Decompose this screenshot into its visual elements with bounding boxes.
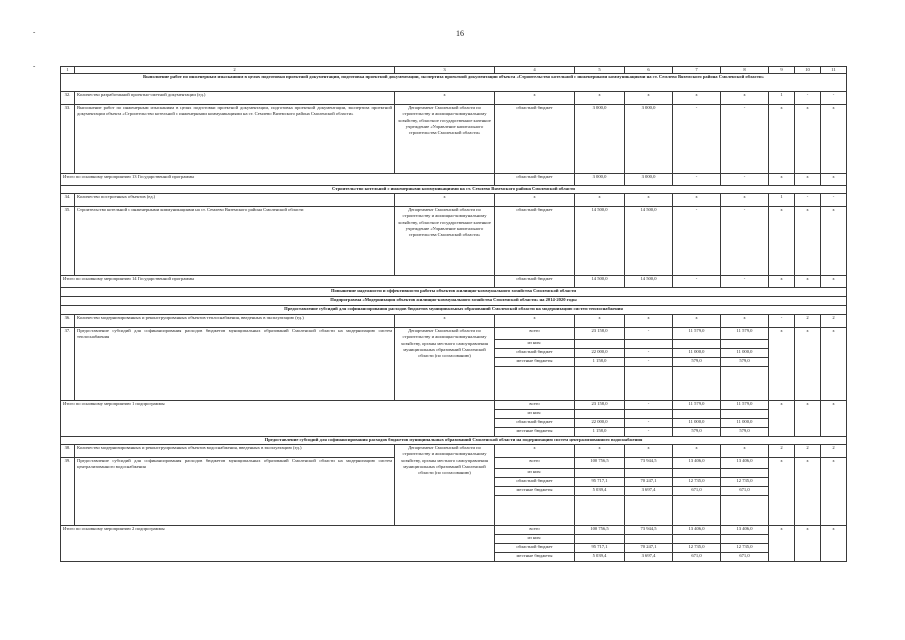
column-number: 10	[795, 67, 821, 74]
funding-source: всего	[495, 401, 575, 410]
row-name: Предоставление субсидий для софинансирования расходов бюджетов муниципальных образований Смоленской области на модернизацию систем теплоснабжения	[75, 328, 395, 401]
cell: x	[769, 174, 795, 186]
cell: 100 756,5	[575, 458, 625, 469]
cell: 2	[769, 445, 795, 458]
cell: 3 697,4	[625, 487, 673, 496]
cell: x	[769, 276, 795, 288]
section-header-row	[61, 74, 847, 92]
column-number: 11	[821, 67, 847, 74]
cell: -	[673, 207, 721, 276]
cell: 5 039,4	[575, 553, 625, 562]
cell: x	[769, 207, 795, 276]
row-number: 33.	[61, 105, 75, 174]
cell: 3 000,0	[625, 174, 673, 186]
cell: x	[495, 315, 575, 328]
cell: -	[821, 194, 847, 207]
cell: 5 039,4	[575, 487, 625, 496]
section-header: Строительство котельной с инженерными коммуникациями на ст. Семлево Вяземского района Смоленской области	[61, 186, 847, 194]
cell: x	[625, 92, 673, 105]
row-number: 38.	[61, 445, 75, 458]
cell	[673, 535, 721, 544]
cell: -	[625, 401, 673, 410]
row-number: 37.	[61, 328, 75, 401]
funding-source: местные бюджеты	[495, 553, 575, 562]
cell: x	[821, 276, 847, 288]
cell: 2	[795, 315, 821, 328]
cell: 3 697,4	[625, 553, 673, 562]
cell: x	[821, 207, 847, 276]
total-row	[61, 276, 847, 288]
column-number: 3	[395, 67, 495, 74]
cell: 11 000,0	[673, 419, 721, 428]
cell	[575, 410, 625, 419]
cell: 73 944,5	[625, 458, 673, 469]
cell: 23 158,0	[575, 328, 625, 340]
cell: x	[795, 174, 821, 186]
funding-source: всего	[495, 328, 575, 340]
cell: x	[821, 174, 847, 186]
cell: x	[821, 458, 847, 526]
cell: x	[769, 458, 795, 526]
cell: 579,0	[673, 358, 721, 367]
column-number: 9	[769, 67, 795, 74]
cell: -	[721, 276, 769, 288]
column-number: 7	[673, 67, 721, 74]
cell: 3 000,0	[575, 174, 625, 186]
cell: x	[495, 445, 575, 458]
column-number-row	[61, 67, 847, 74]
cell: 12 735,0	[673, 478, 721, 487]
cell: x	[769, 105, 795, 174]
cell: -	[625, 419, 673, 428]
cell: 13 406,0	[673, 526, 721, 535]
funding-source: областной бюджет	[495, 174, 575, 186]
cell: 73 944,5	[625, 526, 673, 535]
cell: x	[795, 401, 821, 437]
cell: x	[575, 92, 625, 105]
cell: x	[821, 401, 847, 437]
cell: -	[625, 349, 673, 358]
executor: Департамент Смоленской области по строительству и жилищно-коммунальному хозяйству, областное государственное казенное учреждение «Управление капитального строительства Смоленской области»	[395, 207, 495, 276]
cell: x	[821, 526, 847, 562]
cell	[673, 469, 721, 478]
cell: x	[395, 92, 495, 105]
cell: 2	[795, 445, 821, 458]
table-row	[61, 194, 847, 207]
cell: x	[769, 328, 795, 401]
row-number: 32.	[61, 92, 75, 105]
cell: 13 406,0	[673, 458, 721, 469]
cell: -	[721, 174, 769, 186]
total-row	[61, 401, 847, 410]
funding-source: всего	[495, 458, 575, 469]
total-label: Итого по основному мероприятию 1 подпрограммы	[61, 401, 495, 437]
column-number: 6	[625, 67, 673, 74]
cell: x	[575, 315, 625, 328]
cell: 2	[821, 445, 847, 458]
funding-source: из них:	[495, 410, 575, 419]
section-header: Предоставление субсидий для софинансирования расходов бюджетов муниципальных образований Смоленской области на модернизацию систем централизованного водоснабжения	[61, 437, 847, 445]
funding-source: областной бюджет	[495, 478, 575, 487]
cell: x	[795, 105, 821, 174]
funding-source: местные бюджеты	[495, 428, 575, 437]
section-header: Повышение надежности и эффективности работы объектов жилищно-коммунального хозяйства Смоленской области	[61, 288, 847, 297]
cell: 14 500,0	[575, 276, 625, 288]
cell	[625, 469, 673, 478]
cell: x	[795, 458, 821, 526]
cell: -	[795, 194, 821, 207]
cell: 1 158,0	[575, 428, 625, 437]
cell: x	[721, 315, 769, 328]
cell: 2	[821, 315, 847, 328]
section-header-row	[61, 437, 847, 445]
cell: x	[795, 207, 821, 276]
cell: -	[625, 358, 673, 367]
cell: -	[673, 276, 721, 288]
cell: 95 717,1	[575, 478, 625, 487]
funding-source: из них:	[495, 535, 575, 544]
row-name: Количество модернизированных и реконструированных объектов водоснабжения, введенных в эксплуатацию (ед.)	[75, 445, 395, 458]
total-row	[61, 174, 847, 186]
table-row	[61, 315, 847, 328]
cell: 671,0	[721, 553, 769, 562]
cell: x	[821, 105, 847, 174]
cell: x	[795, 276, 821, 288]
cell: 95 717,1	[575, 544, 625, 553]
section-header-row	[61, 306, 847, 315]
cell: 579,0	[673, 428, 721, 437]
row-number: 34.	[61, 194, 75, 207]
cell: x	[495, 92, 575, 105]
total-row	[61, 526, 847, 535]
cell: 3 000,0	[575, 105, 625, 174]
cell: x	[575, 445, 625, 458]
cell: 11 000,0	[721, 349, 769, 358]
page-number: 16	[456, 29, 464, 38]
cell: x	[625, 445, 673, 458]
cell	[625, 535, 673, 544]
cell: -	[673, 105, 721, 174]
row-name: Выполнение работ по инженерным изысканиям в целях подготовки проектной документации, подготовка проектной документации, экспертиза проектной документации объекта «Строительство котельной с инженерными коммуникациями на ст. Семлево Вяземского района Смоленской области»	[75, 105, 395, 174]
table-row	[61, 92, 847, 105]
cell: 11 579,0	[673, 401, 721, 410]
cell	[721, 469, 769, 478]
table-row	[61, 105, 847, 174]
total-label: Итого по основному мероприятию 14 Государственной программы	[61, 276, 495, 288]
row-name: Количество построенных объектов (ед.)	[75, 194, 395, 207]
funding-source: областной бюджет	[495, 276, 575, 288]
cell: x	[673, 315, 721, 328]
funding-source: местные бюджеты	[495, 487, 575, 496]
cell: 100 756,5	[575, 526, 625, 535]
cell	[575, 535, 625, 544]
section-header-row	[61, 288, 847, 297]
cell	[575, 340, 625, 349]
cell: x	[395, 315, 495, 328]
cell: 70 247,1	[625, 478, 673, 487]
cell: 671,0	[673, 553, 721, 562]
cell: 1	[769, 92, 795, 105]
cell: 11 000,0	[673, 349, 721, 358]
section-header-row	[61, 297, 847, 306]
cell	[721, 535, 769, 544]
funding-source: областной бюджет	[495, 105, 575, 174]
funding-source: областной бюджет	[495, 349, 575, 358]
row-number: 35.	[61, 207, 75, 276]
cell: 579,0	[721, 428, 769, 437]
cell: x	[625, 315, 673, 328]
cell: 11 000,0	[721, 419, 769, 428]
cell: -	[673, 174, 721, 186]
cell: x	[673, 92, 721, 105]
row-number: 36.	[61, 315, 75, 328]
row-name: Количество модернизированных и реконструированных объектов теплоснабжения, введенных в эксплуатацию (ед.)	[75, 315, 395, 328]
column-number: 2	[75, 67, 395, 74]
cell: -	[721, 207, 769, 276]
total-label: Итого по основному мероприятию 13 Государственной программы	[61, 174, 495, 186]
cell: -	[821, 92, 847, 105]
cell: x	[769, 401, 795, 437]
funding-source: областной бюджет	[495, 207, 575, 276]
cell: 14 500,0	[625, 276, 673, 288]
cell: 12 735,0	[673, 544, 721, 553]
margin-mark: -	[33, 62, 36, 70]
cell: 14 500,0	[575, 207, 625, 276]
cell: -	[721, 105, 769, 174]
cell: x	[495, 194, 575, 207]
row-name: Предоставление субсидий для софинансирования расходов бюджетов муниципальных образований Смоленской области на модернизацию систем централизованного водоснабжения	[75, 458, 395, 526]
funding-source: областной бюджет	[495, 544, 575, 553]
section-header: Выполнение работ по инженерным изысканиям в целях подготовки проектной документации, подготовка проектной документации, экспертиза проектной документации объекта «Строительство котельной с инженерными коммуникациями на ст. Семлево Вяземского района Смоленской области»	[61, 74, 847, 92]
row-name: Количество разработанной проектно-сметной документации (ед.)	[75, 92, 395, 105]
cell: 12 735,0	[721, 544, 769, 553]
funding-source: из них:	[495, 340, 575, 349]
cell: x	[395, 194, 495, 207]
column-number: 1	[61, 67, 75, 74]
cell: x	[673, 445, 721, 458]
cell	[625, 410, 673, 419]
cell: x	[769, 526, 795, 562]
executor: Департамент Смоленской области по строительству и жилищно-коммунальному хозяйству, областное государственное казенное учреждение «Управление капитального строительства Смоленской области»	[395, 105, 495, 174]
executor: Департамент Смоленской области по строительству и жилищно-коммунальному хозяйству, органы местного самоуправления муниципальных образований Смоленской области (по согласованию)	[395, 328, 495, 401]
table-row	[61, 445, 847, 458]
cell: x	[795, 526, 821, 562]
cell	[673, 340, 721, 349]
row-name: Строительство котельной с инженерными коммуникациями на ст. Семлево Вяземского района Смоленской области	[75, 207, 395, 276]
funding-source: местные бюджеты	[495, 358, 575, 367]
cell: 671,0	[673, 487, 721, 496]
cell: -	[769, 315, 795, 328]
cell: 11 579,0	[721, 401, 769, 410]
cell: -	[795, 92, 821, 105]
section-header-row	[61, 186, 847, 194]
cell: x	[575, 194, 625, 207]
cell: 671,0	[721, 487, 769, 496]
cell: 1	[769, 194, 795, 207]
cell: x	[625, 194, 673, 207]
cell	[575, 469, 625, 478]
cell: 14 500,0	[625, 207, 673, 276]
cell	[625, 340, 673, 349]
cell: x	[721, 194, 769, 207]
cell: x	[721, 92, 769, 105]
cell: 13 406,0	[721, 458, 769, 469]
total-label: Итого по основному мероприятию 2 подпрограммы	[61, 526, 495, 562]
table-row	[61, 207, 847, 276]
section-header: Подпрограмма «Модернизация объектов жилищно-коммунального хозяйства Смоленской области» на 2014-2020 годы	[61, 297, 847, 306]
row-number: 39.	[61, 458, 75, 526]
cell: 22 000,0	[575, 349, 625, 358]
cell: 12 735,0	[721, 478, 769, 487]
funding-source: из них:	[495, 469, 575, 478]
table-row	[61, 328, 847, 340]
executor: Департамент Смоленской области по строительству и жилищно-коммунальному хозяйству, органы местного самоуправления муниципальных образований Смоленской области (по согласованию)	[395, 445, 495, 526]
cell: 23 158,0	[575, 401, 625, 410]
section-header: Предоставление субсидий для софинансирования расходов бюджетов муниципальных образований Смоленской области на модернизацию систем теплоснабжения	[61, 306, 847, 315]
column-number: 5	[575, 67, 625, 74]
funding-source: областной бюджет	[495, 419, 575, 428]
cell: 3 000,0	[625, 105, 673, 174]
cell: 1 158,0	[575, 358, 625, 367]
margin-mark: -	[33, 28, 36, 36]
cell: 579,0	[721, 358, 769, 367]
column-number: 8	[721, 67, 769, 74]
cell: 13 406,0	[721, 526, 769, 535]
cell: -	[625, 428, 673, 437]
cell: x	[673, 194, 721, 207]
cell: x	[795, 328, 821, 401]
cell: 22 000,0	[575, 419, 625, 428]
cell	[721, 340, 769, 349]
program-table	[60, 66, 847, 562]
cell: 70 247,1	[625, 544, 673, 553]
cell: x	[721, 445, 769, 458]
cell: x	[821, 328, 847, 401]
cell	[673, 410, 721, 419]
column-number: 4	[495, 67, 575, 74]
cell: 11 579,0	[673, 328, 721, 340]
cell	[721, 410, 769, 419]
funding-source: всего	[495, 526, 575, 535]
cell: 11 579,0	[721, 328, 769, 340]
cell: -	[625, 328, 673, 340]
